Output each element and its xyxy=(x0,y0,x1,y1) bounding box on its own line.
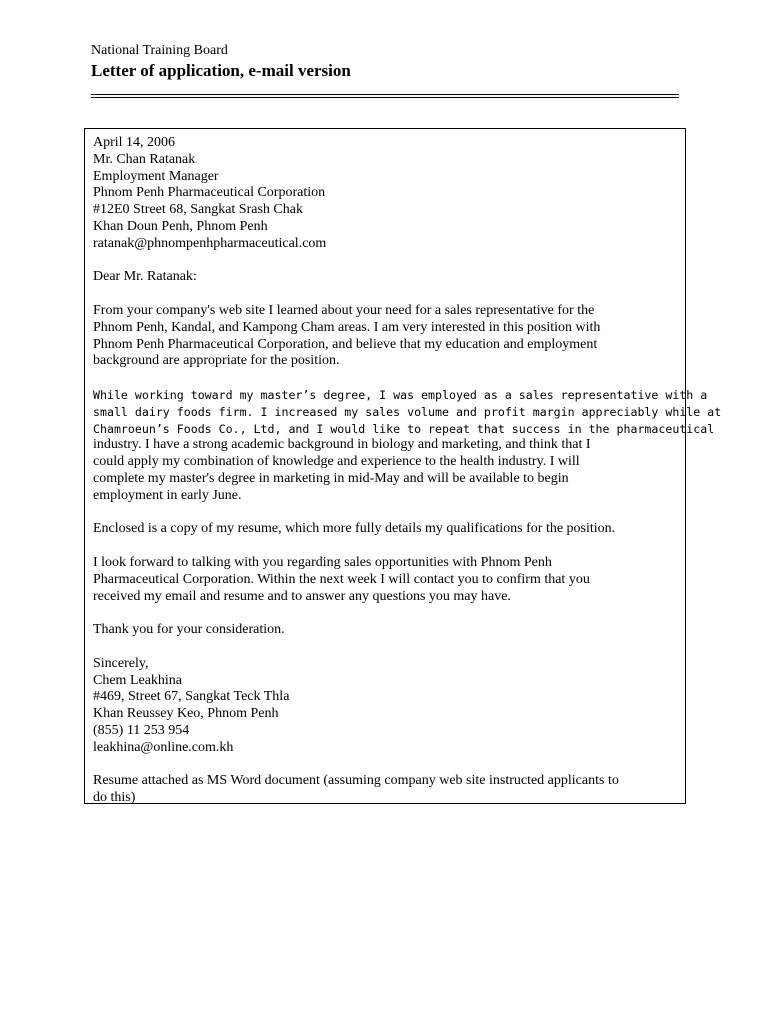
paragraph-line: Pharmaceutical Corporation. Within the next week I will contact you to confirm that you xyxy=(93,571,590,587)
sender-phone: (855) 11 253 954 xyxy=(93,722,190,738)
paragraph-line: Resume attached as MS Word document (assuming company web site instructed applicants to xyxy=(93,773,619,789)
organization-name: National Training Board xyxy=(91,43,228,58)
paragraph-line: industry. I have a strong academic background in biology and marketing, and think that I xyxy=(93,437,591,453)
header-rule-top xyxy=(91,94,679,95)
paragraph-line: From your company's web site I learned about your need for a sales representative for the xyxy=(93,302,595,318)
paragraph-line: While working toward my master’s degree, I was employed as a sales representative with a xyxy=(93,387,708,402)
recipient-position: Employment Manager xyxy=(93,168,219,184)
paragraph-line: Chamroeun’s Foods Co., Ltd, and I would like to repeat that success in the pharmaceutical xyxy=(93,421,715,436)
sender-city: Khan Reussey Keo, Phnom Penh xyxy=(93,706,279,722)
document-header xyxy=(91,42,681,82)
paragraph-line: Phnom Penh Pharmaceutical Corporation, and believe that my education and employment xyxy=(93,336,598,352)
paragraph-intro xyxy=(93,303,677,370)
paragraph-follow-up xyxy=(93,555,677,605)
thanks-line: Thank you for your consideration. xyxy=(93,622,285,638)
paragraph-line: Phnom Penh, Kandal, and Kampong Cham areas. I am very interested in this position with xyxy=(93,319,601,335)
document-title: Letter of application, e-mail version xyxy=(91,61,351,80)
recipient-street: #12E0 Street 68, Sangkat Srash Chak xyxy=(93,202,303,218)
closing: Sincerely, xyxy=(93,655,149,671)
recipient-company: Phnom Penh Pharmaceutical Corporation xyxy=(93,185,326,201)
paragraph-line: I look forward to talking with you regarding sales opportunities with Phnom Penh xyxy=(93,554,552,570)
sender-name: Chem Leakhina xyxy=(93,672,183,688)
paragraph-enclosure: Enclosed is a copy of my resume, which more fully details my qualifications for the position. xyxy=(93,521,616,537)
salutation: Dear Mr. Ratanak: xyxy=(93,269,197,285)
paragraph-line: complete my master's degree in marketing in mid-May and will be available to begin xyxy=(93,470,569,486)
paragraph-line: could apply my combination of knowledge and experience to the health industry. I will xyxy=(93,454,580,470)
recipient-name: Mr. Chan Ratanak xyxy=(93,151,196,167)
attachment-note xyxy=(93,773,677,807)
recipient-email: ratanak@phnompenhpharmaceutical.com xyxy=(93,235,327,251)
letter-box xyxy=(84,128,722,806)
paragraph-line: employment in early June. xyxy=(93,487,242,503)
paragraph-line: do this) xyxy=(93,790,136,806)
paragraph-line: background are appropriate for the position. xyxy=(93,353,340,369)
letter-date: April 14, 2006 xyxy=(93,135,176,150)
paragraph-line: received my email and resume and to answer any questions you may have. xyxy=(93,588,511,604)
sender-email: leakhina@online.com.kh xyxy=(93,739,234,755)
header-rule-bottom xyxy=(91,97,679,98)
recipient-city: Khan Doun Penh, Phnom Penh xyxy=(93,218,268,234)
sender-street: #469, Street 67, Sangkat Teck Thla xyxy=(93,689,290,705)
paragraph-line: small dairy foods firm. I increased my sales volume and profit margin appreciably while at xyxy=(93,404,722,419)
paragraph-experience xyxy=(93,387,722,505)
